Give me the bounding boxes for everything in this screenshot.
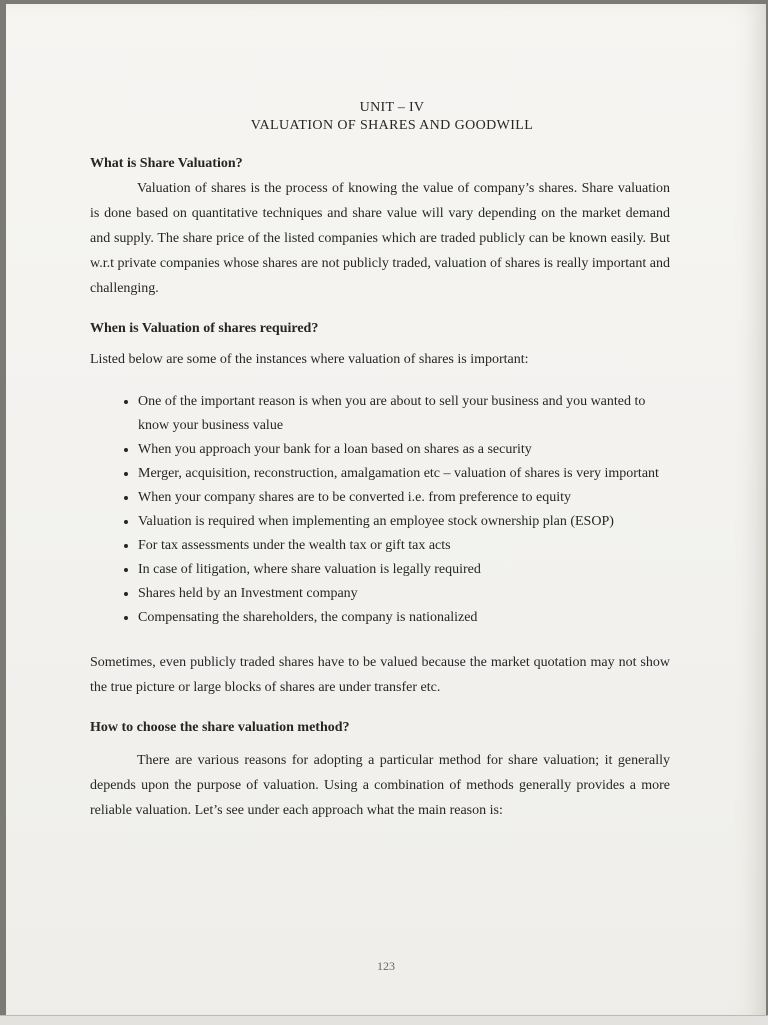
share-valuation-paragraph: Valuation of shares is the process of knowing the value of company’s shares. Share valuation is done based on quantitative techniques and share value will vary depending on the market demand and supply. The share price of the listed companies which are traded publicly can be known easily. But w.r.t private companies whose shares are not publicly traded, valuation of shares is really important and challenging. [90,181,670,296]
instances-intro: Listed below are some of the instances where valuation of shares is important: [90,352,529,367]
list-item: • Merger, acquisition, reconstruction, amalgamation etc – valuation of shares is very important [138,462,670,486]
instances-list [90,390,670,630]
publicly-traded-note: Sometimes, even publicly traded shares have to be valued because the market quotation may not show the true picture or large blocks of shares are under transfer etc. [90,655,670,695]
chapter-title: VALUATION OF SHARES AND GOODWILL [250,118,534,133]
list-item: • Valuation is required when implementing an employee stock ownership plan (ESOP) [138,510,670,534]
list-item: • Compensating the shareholders, the company is nationalized [138,606,670,630]
list-item: • Shares held by an Investment company [138,582,670,606]
section-heading-share-valuation: What is Share Valuation? [90,156,243,171]
list-item: • One of the important reason is when you are about to sell your business and you wanted to know your business value [138,390,670,438]
section-heading-when-required: When is Valuation of shares required? [90,321,319,336]
list-item: • In case of litigation, where share valuation is legally required [138,558,670,582]
document-page [6,4,766,1020]
choose-method-paragraph: There are various reasons for adopting a particular method for share valuation; it generally depends upon the purpose of valuation. Using a combination of methods generally provides a more reliable valuation. Let’s see under each approach what the main reason is: [90,753,670,818]
list-item: • When your company shares are to be converted i.e. from preference to equity [138,486,670,510]
page-number: 123 [377,959,395,973]
list-item: • For tax assessments under the wealth tax or gift tax acts [138,534,670,558]
section-heading-choose-method: How to choose the share valuation method? [90,720,350,735]
unit-heading: UNIT – IV [359,100,425,115]
page-content [90,100,670,823]
list-item: • When you approach your bank for a loan based on shares as a security [138,438,670,462]
